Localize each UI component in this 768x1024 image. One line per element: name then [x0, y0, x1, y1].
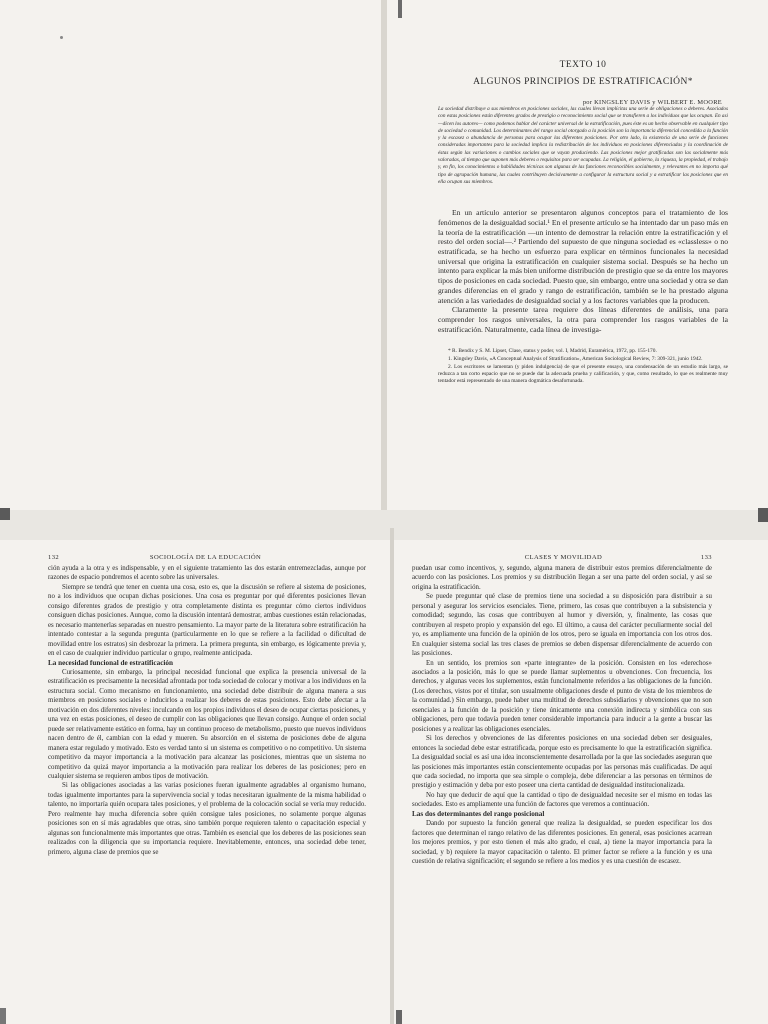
- section-heading: Las dos determinantes del rango posicional: [412, 809, 545, 818]
- texto-label: TEXTO 10: [559, 60, 607, 70]
- running-head-title: CLASES Y MOVILIDAD: [524, 553, 603, 561]
- body-paragraph: Claramente la presente tarea requiere dos líneas diferentes de análisis, una para comprender los rasgos universales, la otra para comprender los rasgos variables de la estratificación. Naturalmente, cada línea de investiga-: [438, 305, 728, 334]
- body-paragraph: En un sentido, los premios son «parte integrante» de la posición. Consisten en los «derechos» asociados a la posición, más lo que se puede llamar suplementos u obvenciones. Con frecuencia, los derechos, y algunas veces los suplementos, están funcionalmente referidos a las obligaciones de la función. (Los derechos, vistos por el titular, son usualmente obligaciones desde el punto de vista de los miembros de la comunidad.) Sin embargo, puede haber una multitud de derechos subsidiarios y obvenciones que no son esenciales a la función de la posición y tiene únicamente una conexión indirecta y simbólica con sus obligaciones, pero que todavía pueden tener considerable importancia para inducir a la gente a buscar las posiciones y a realizar las obligaciones esenciales.: [412, 659, 712, 733]
- section-heading: La necesidad funcional de estratificación: [48, 658, 173, 667]
- page-number: 133: [700, 553, 712, 561]
- body-paragraph: No hay que deducir de aquí que la cantidad o tipo de desigualdad necesite ser el mismo en todas las sociedades. Esto es ampliamente una función de factores que veremos a continuación.: [412, 791, 712, 809]
- scan-speck: [60, 36, 63, 39]
- running-head: [48, 550, 366, 564]
- body-paragraph: Siempre se tendrá que tener en cuenta una cosa, esto es, que la discusión se refiere al sistema de posiciones, no a los individuos que ocupan dichas posiciones. Una cosa es preguntar por qué diferentes posiciones llevan consigo diferentes grados de prestigio y otra completamente distinta es preguntar cómo ciertos individuos consiguen dichas posiciones. Aunque, como la discusión intentará demostrar, ambas cuestiones están relacionadas, es necesario mantenerlas separadas en nuestro pensamiento. La mayor parte de la literatura sobre estratificación ha intentado contestar a la segunda pregunta (particularmente en lo que se refiere a la facilidad o dificultad de movilidad entre los estratos) sin desbrozar la primera. La primera pregunta, sin embargo, es lógicamente previa y, en el caso de cualquier individuo particular o grupo, realmente anticipada.: [48, 583, 366, 658]
- body-paragraph: Si los derechos y obvenciones de las diferentes posiciones en una sociedad deben ser desiguales, entonces la sociedad debe estar estratificada, porque esto es precisamente lo que la estratificación significa. La desigualdad social es así una idea inconscientemente desarrollada por la que las sociedades aseguran que las posiciones más importantes están conscientemente ocupadas por las personas más cualificadas. De aquí que cada sociedad, no importa que sea simple o compleja, debe diferenciar a las personas en términos de prestigio y estimación y deba por esto poseer una cierta cantidad de desigualdad institucionalizada.: [412, 735, 712, 790]
- body-paragraph: puedan usar como incentivos, y, segundo, alguna manera de distribuir estos premios diferencialmente de acuerdo con las posiciones. Los premios y su distribución llegan a ser una parte del orden social, y así se origina la estratificación.: [412, 565, 712, 591]
- intro-section: [438, 208, 728, 334]
- body-paragraph: Curiosamente, sin embargo, la principal necesidad funcional que explica la presencia universal de la estratificación es precisamente la necesidad afrontada por toda sociedad de colocar y motivar a los individuos en la estructura social. Como mecanismo en funcionamiento, una sociedad debe distribuir de alguna manera a sus miembros en posiciones sociales e inducirlos a realizar los deberes de estas posiciones. Esto debe afectar a la motivación en dos diferentes niveles: inculcando en los propios individuos el deseo de ocupar ciertas posiciones, y una vez en estas posiciones, el deseo de cumplir con las obligaciones que llevan consigo. Aunque el orden social puede ser relativamente estático en forma, hay un continuo proceso de metabolismo, puesto que nuevos individuos nacen dentro de él, cambian con la edad y mueren. Su absorción en el sistema de posiciones debe de alguna manera estar regulado y motivado. Esto es verdad tanto si un sistema es competitivo o no competitivo. Un sistema competitivo da mayor importancia a la motivación para alcanzar las posiciones, mientras que un sistema no competitivo da quizá mayor importancia a la motivación para realizar los deberes de las posiciones; pero en cualquier sistema se requieren ambos tipos de motivación.: [48, 668, 366, 780]
- page-132: [48, 550, 366, 1020]
- running-head-title: SOCIOLOGÍA DE LA EDUCACIÓN: [149, 553, 262, 561]
- page-body: [412, 564, 712, 867]
- body-paragraph: Se puede preguntar qué clase de premios tiene una sociedad a su disposición para distribuir a su personal y asegurar los servicios esenciales. Tiene, primero, las cosas que contribuyen a la subsistencia y comodidad; segundo, las cosas que contribuyen al humor y diversión, y, finalmente, las cosas que contribuyen al respeto propio y expansión del ego. El último, a causa del carácter peculiarmente social del yo, es ampliamente una función de la opinión de los otros, pero se iguala en importancia con los otros dos. En cualquier sistema social las tres clases de premios se deben dispensar diferencialmente de acuerdo con las posiciones.: [412, 593, 712, 658]
- page-133: [412, 550, 712, 1020]
- chapter-title: ALGUNOS PRINCIPIOS DE ESTRATIFICACIÓN*: [473, 77, 693, 87]
- abstract: La sociedad distribuye a sus miembros en posiciones sociales, las cuales llevan implícitas una serie de obligaciones o deberes. Asociados con estas posiciones están diferentes grados de prestigio o reconocimiento social que se transfieren a los individuos que las ocupan. En así —dicen los autores— como podemos hablar del carácter universal de la estratificación, pues éste es un hecho observable en cualquier tipo de sociedad o comunidad. Los determinantes del rango social otorgado a la posición son la importancia diferencial concedida a la función y la escasez o abundancia de personas para ocupar las diferentes posiciones. Por otro lado, la existencia de una serie de funciones consideradas importantes para la sociedad implica la redistribución de los individuos en posiciones diferenciadas y la coordinación de éstas según las variaciones o cambios sociales que se vayan produciendo. Las posiciones mejor gratificadas son las socialmente más valoradas, al tiempo que suponen más deberes o requisitos para ser ocupadas. La religión, el gobierno, la riqueza, la propiedad, el trabajo y, en fin, los conocimientos o habilidades técnicas son algunas de las funciones reconocibles socialmente, y relevantes en no importa qué tipo de agrupación humana, las cuales contribuyen decisivamente a configurar la estructura social y a estratificar las posiciones que en ella ocupan sus miembros.: [438, 106, 728, 185]
- footnote: * R. Bendix y S. M. Lipset, Clase, status y poder, vol. I, Madrid, Euramérica, 1972, pp. 155-170.: [448, 348, 657, 355]
- body-paragraph: Dando por supuesto la función general que realiza la desigualdad, se pueden especificar los dos factores que determinan el rango relativo de las diferentes posiciones. En general, esas posiciones acarrean los mejores premios, y por esto tienen el más alto grado, el cual, a) tiene la mayor importancia para la sociedad, y b) requiere la mayor capacitación o talento. El primer factor se refiere a la función y es una cuestión de relativa significación; el segundo se refiere a los medios y es una cuestión de escasez.: [412, 820, 712, 866]
- body-paragraph: ción ayuda a la otra y es indispensable, y en el siguiente tratamiento las dos estarán entremezcladas, aunque por razones de espacio pondremos el acento sobre las universales.: [48, 565, 366, 582]
- page-number: 132: [48, 553, 60, 561]
- authors-line: por KINGSLEY DAVIS y WILBERT E. MOORE: [582, 99, 722, 106]
- footnotes: [438, 348, 728, 385]
- body-paragraph: En un artículo anterior se presentaron algunos conceptos para el tratamiento de los fenómenos de la desigualdad social.¹ En el presente artículo se ha intentado dar un paso más en la teoría de la estratificación —un intento de demostrar la relación entre la estratificación y el resto del orden social—.² Partiendo del supuesto de que ninguna sociedad es «classless» o no estratificada, se ha hecho un esfuerzo para explicar en términos funcionales la necesidad universal que origina la estratificación en cualquier sistema social. Después se ha hecho un intento para explicar la más bien uniforme distribución de prestigio que se da entre los mayores tipos de posiciones en cada sociedad. Puesto que, sin embargo, entre una sociedad y otra se dan grandes diferencias en el grado y rango de estratificación, también se le ha prestado alguna atención a las variedades de desigualdad social y a los factores variables que la producen.: [438, 208, 728, 305]
- body-paragraph: Si las obligaciones asociadas a las varias posiciones fueran igualmente agradables al organismo humano, todas igualmente importantes para la supervivencia social y todas necesitaran igualmente de la misma habilidad o talento, no importaría quién ocupara tales posiciones, y el problema de la colocación social se vería muy reducido. Pero realmente hay mucha diferencia sobre quién consigue tales posiciones, no solamente porque algunas posiciones son en sí más agradables que otras, sino también porque requieren talento o capacitación especial y algunas son funcionalmente más importantes que otras. También es esencial que los deberes de las posiciones sean realizados con la diligencia que su importancia requiere. Inevitablemente, entonces, una sociedad debe tener, primero, alguna clase de premios que se: [48, 782, 366, 856]
- running-head: [412, 550, 712, 564]
- page-body: [48, 564, 366, 857]
- footnote: 1. Kingsley Davis, «A Conceptual Analysis of Stratification», American Sociological Review, 7: 309-321, junio 1942.: [448, 356, 703, 363]
- footnote: 2. Los escritores se lamentan (y piden indulgencia) de que el presente ensayo, una condensación de un estudio más largo, se reduzca a tan corto espacio que no se puede dar la adecuada prueba y calificación, y que, como resultado, lo que es realmente muy tentador está representado de una manera dogmática desafortunada.: [438, 364, 728, 385]
- page-top-right: [438, 55, 728, 510]
